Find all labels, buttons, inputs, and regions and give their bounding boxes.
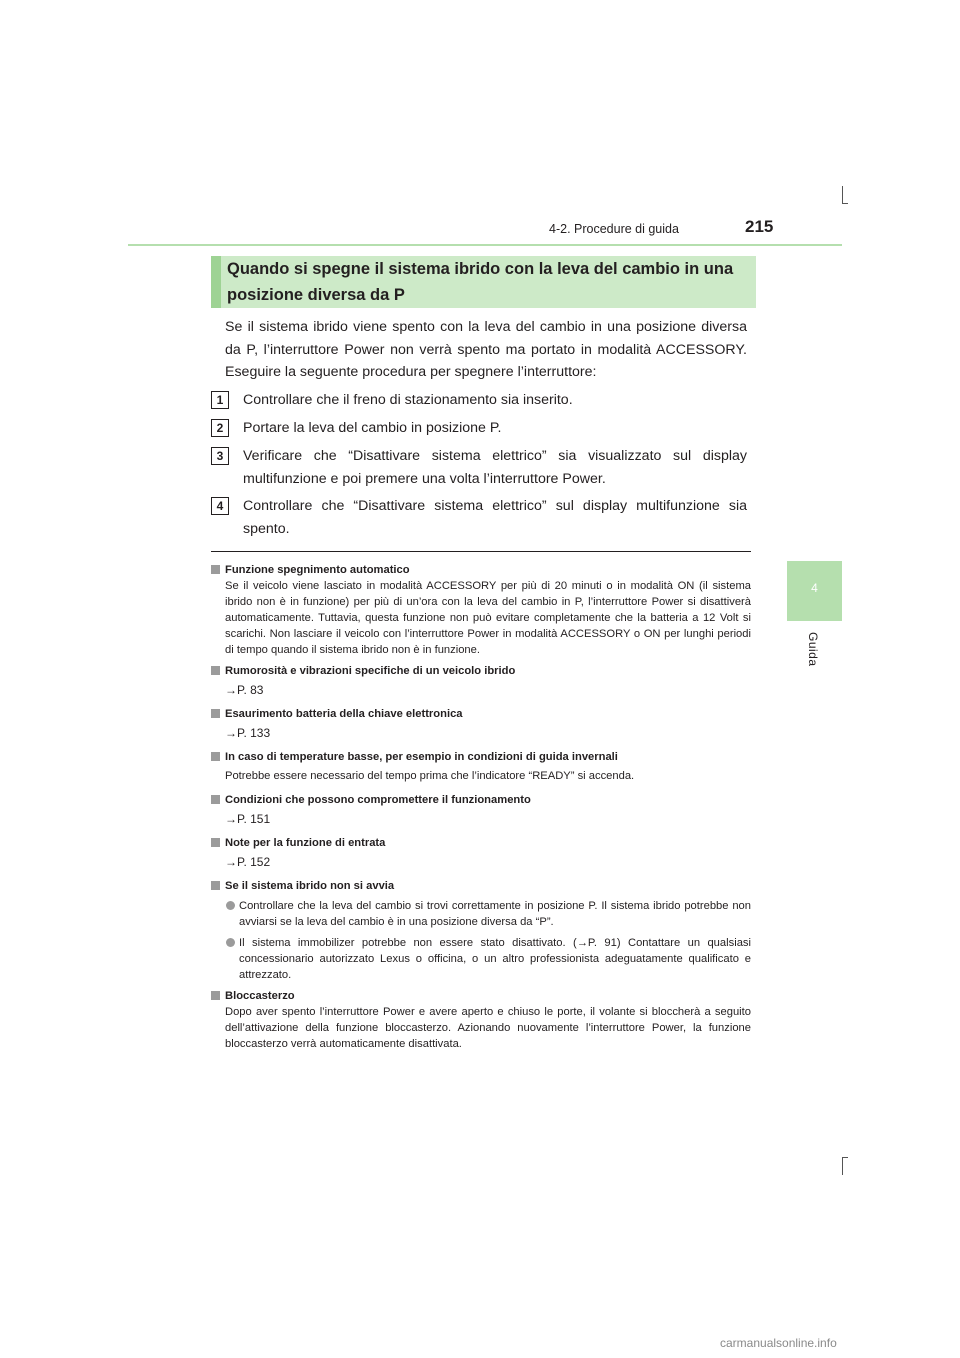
page-reference: →P. 83 [225, 683, 264, 697]
bullet-item [225, 898, 751, 930]
crop-mark [842, 1157, 843, 1175]
step-text: Portare la leva del cambio in posizione P. [243, 420, 502, 436]
page-reference: →P. 151 [225, 812, 271, 826]
note-item [211, 562, 751, 658]
square-bullet-icon [211, 709, 220, 718]
crop-mark [842, 186, 843, 204]
step-number: 1 [211, 391, 229, 409]
notes-divider [211, 551, 751, 552]
bullet-text: Il sistema immobilizer potrebbe non essere stato disattivato. (→P. 91) Contattare un qualsiasi concessionario autorizzato Lexus o officina, o un altro professionista adeguatamente qualificato e attrezzato. [239, 937, 751, 981]
square-bullet-icon [211, 752, 220, 761]
page-number: 215 [745, 217, 774, 236]
round-bullet-icon [226, 938, 235, 947]
chapter-label: Guida [806, 632, 820, 667]
step-number: 4 [211, 497, 229, 515]
note-item [211, 878, 751, 983]
step-text: Controllare che il freno di stazionamento sia inserito. [243, 392, 573, 408]
chapter-tab [787, 561, 842, 621]
step-text: Controllare che “Disattivare sistema elettrico” sul display multifunzione sia spento. [243, 498, 747, 537]
note-item [211, 663, 751, 701]
note-title: Bloccasterzo [225, 990, 295, 1002]
section-title: 4-2. Procedure di guida [549, 222, 679, 236]
note-item [211, 792, 751, 830]
page-reference: →P. 152 [225, 855, 271, 869]
square-bullet-icon [211, 881, 220, 890]
chapter-number: 4 [811, 581, 818, 595]
step-item [211, 417, 747, 440]
square-bullet-icon [211, 991, 220, 1000]
bullet-item [225, 935, 751, 983]
section-heading-box [211, 256, 756, 308]
step-number: 2 [211, 419, 229, 437]
note-title: Funzione spegnimento automatico [225, 564, 410, 576]
note-title: Condizioni che possono compromettere il funzionamento [225, 794, 531, 806]
note-item [211, 749, 751, 787]
step-number: 3 [211, 447, 229, 465]
step-item [211, 389, 747, 412]
square-bullet-icon [211, 666, 220, 675]
note-body: Dopo aver spento l’interruttore Power e avere aperto e chiuso le porte, il volante si bloccherà a seguito dell’attivazione della funzione bloccasterzo. Azionando nuovamente l’interruttore Power, la funzione bloccasterzo verrà automaticamente disattivata. [225, 1006, 751, 1050]
note-item [211, 835, 751, 873]
note-title: Se il sistema ibrido non si avvia [225, 880, 395, 892]
note-body: Potrebbe essere necessario del tempo prima che l’indicatore “READY” si accenda. [225, 770, 635, 782]
page-reference: →P. 133 [225, 726, 271, 740]
section-heading: Quando si spegne il sistema ibrido con la leva del cambio in una posizione diversa da P [227, 260, 734, 304]
note-item [211, 706, 751, 744]
square-bullet-icon [211, 795, 220, 804]
note-title: In caso di temperature basse, per esempio in condizioni di guida invernali [225, 751, 618, 763]
note-title: Esaurimento batteria della chiave elettronica [225, 708, 463, 720]
notes-section [211, 562, 751, 1057]
bullet-text: Controllare che la leva del cambio si trovi correttamente in posizione P. Il sistema ibrido potrebbe non avviarsi se la leva del cambio è in una posizione diversa da “P”. [239, 900, 751, 928]
note-title: Rumorosità e vibrazioni specifiche di un veicolo ibrido [225, 665, 516, 677]
crop-mark [842, 203, 848, 204]
square-bullet-icon [211, 565, 220, 574]
crop-mark [842, 1157, 848, 1158]
step-item [211, 445, 747, 490]
note-item [211, 988, 751, 1052]
step-text: Verificare che “Disattivare sistema elettrico” sia visualizzato sul display multifunzione e poi premere una volta l’interruttore Power. [243, 448, 747, 487]
header-rule [128, 244, 842, 246]
note-title: Note per la funzione di entrata [225, 837, 386, 849]
step-item [211, 495, 747, 540]
note-body: Se il veicolo viene lasciato in modalità ACCESSORY per più di 20 minuti o in modalità ON (il sistema ibrido non è in funzione) per più di un’ora con la leva del cambio in P, l’interruttore Power si disattiverà automaticamente. Tuttavia, questa funzione non può evitare completamente che la batteria a 12 Volt si scarichi. Non lasciare il veicolo con l’interruttore Power in modalità ACCESSORY o ON per lunghi periodi di tempo quando il sistema ibrido non è in funzione. [225, 580, 751, 656]
square-bullet-icon [211, 838, 220, 847]
intro-paragraph: Se il sistema ibrido viene spento con la leva del cambio in una posizione diversa da P, l’interruttore Power non verrà spento ma portato in modalità ACCESSORY. Eseguire la seguente procedura per spegnere l’interruttore: [225, 319, 747, 380]
round-bullet-icon [226, 901, 235, 910]
watermark: carmanualsonline.info [720, 1336, 837, 1350]
